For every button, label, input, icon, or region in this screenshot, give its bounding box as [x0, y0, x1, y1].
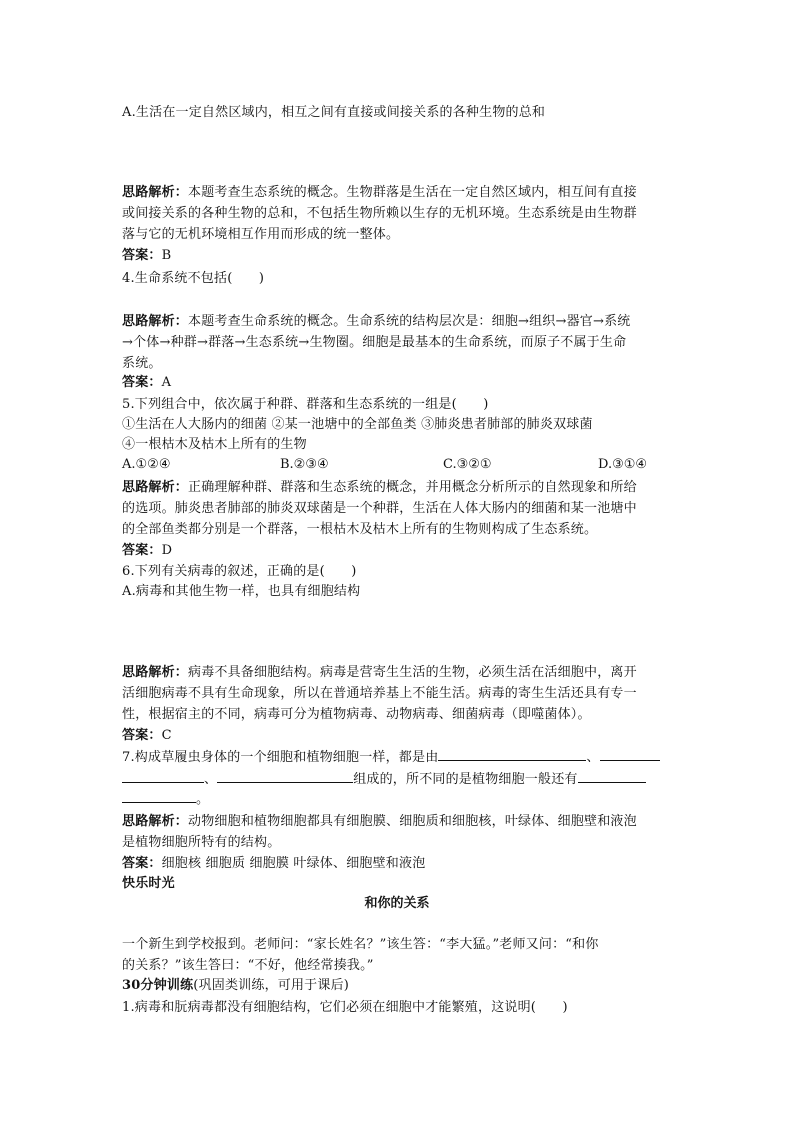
q6-analysis-line3: 性，根据宿主的不同，病毒可分为植物病毒、动物病毒、细菌病毒（即噬菌体）。	[122, 707, 591, 722]
q5-analysis-line3: 的全部鱼类都分别是一个群落，一根枯木及枯木上所有的生物则构成了生态系统。	[122, 522, 598, 537]
fill-blank[interactable]	[600, 748, 660, 761]
q3-option-a: A.生活在一定自然区域内，相互之间有直接或间接关系的各种生物的总和	[122, 105, 546, 120]
answer-value: B	[161, 248, 172, 263]
training-subtitle: (巩固类训练，可用于课后)	[193, 978, 350, 993]
analysis-label: 思路解析：	[122, 185, 189, 200]
q5-option-d: D.③①④	[598, 457, 648, 472]
analysis-text: 正确理解种群、群落和生态系统的概念，并用概念分析所示的自然现象和所给	[188, 480, 637, 495]
fun-heading: 快乐时光	[122, 876, 175, 891]
q3-analysis-line2: 或间接关系的各种生物的总和，不包括生物所赖以生存的无机环境。生态系统是由生物群	[122, 206, 637, 221]
q7-text: 7.构成草履虫身体的一个细胞和植物细胞一样，都是由	[122, 750, 439, 765]
fill-blank[interactable]	[217, 770, 353, 783]
q5-analysis-line2: 的选项。肺炎患者肺部的肺炎双球菌是一个种群，生活在人体大肠内的细菌和某一池塘中	[122, 501, 637, 516]
q4-answer	[122, 373, 171, 392]
q5-option-a: A.①②④	[122, 457, 171, 472]
q4-analysis-line1	[122, 312, 631, 331]
analysis-text: 本题考查生态系统的概念。生物群落是生活在一定自然区域内，相互间有直接	[188, 185, 637, 200]
q6-question: 6.下列有关病毒的叙述，正确的是( )	[122, 564, 357, 579]
q7-line2	[122, 770, 646, 789]
fun-line2: 的关系？”该生答曰：“不好，他经常揍我。”	[122, 958, 374, 973]
end-mark: 。	[196, 792, 210, 807]
q7-text: 组成的，所不同的是植物细胞一般还有	[353, 772, 578, 787]
q7-line1	[122, 748, 660, 767]
q7-answer	[122, 854, 425, 873]
answer-label: 答案：	[122, 856, 162, 871]
fun-line1: 一个新生到学校报到。老师问：“家长姓名？”该生答：“李大猛。”老师又问：“和你	[122, 937, 599, 952]
analysis-label: 思路解析：	[122, 480, 189, 495]
q6-analysis-line2: 活细胞病毒不具有生命现象，所以在普通培养基上不能生活。病毒的寄生生活还具有专一	[122, 686, 637, 701]
analysis-label: 思路解析：	[122, 814, 189, 829]
q6-answer	[122, 726, 172, 745]
q5-option-b: B.②③④	[280, 457, 329, 472]
fill-blank[interactable]	[438, 748, 586, 761]
answer-label: 答案：	[122, 248, 162, 263]
q7-analysis-line2: 是植物细胞所特有的结构。	[122, 835, 281, 850]
analysis-text: 本题考查生命系统的概念。生命系统的结构层次是：细胞→组织→器官→系统	[188, 314, 631, 329]
answer-value: D	[161, 543, 173, 558]
fill-blank[interactable]	[122, 770, 204, 783]
separator: 、	[204, 772, 218, 787]
q6-option-a: A.病毒和其他生物一样，也具有细胞结构	[122, 584, 361, 599]
answer-label: 答案：	[122, 375, 162, 390]
analysis-label: 思路解析：	[122, 314, 189, 329]
training-title: 30分钟训练	[122, 978, 194, 993]
analysis-text: 病毒不具备细胞结构。病毒是营寄生生活的生物，必须生活在活细胞中，离开	[188, 665, 637, 680]
analysis-label: 思路解析：	[122, 665, 189, 680]
q4-question: 4.生命系统不包括( )	[122, 271, 265, 286]
answer-value: 细胞核 细胞质 细胞膜 叶绿体、细胞壁和液泡	[161, 856, 426, 871]
training-q1: 1.病毒和朊病毒都没有细胞结构，它们必须在细胞中才能繁殖，这说明( )	[122, 1000, 568, 1015]
separator: 、	[586, 750, 600, 765]
fun-title: 和你的关系	[364, 896, 430, 911]
q7-line3	[122, 790, 209, 809]
q3-analysis-line3: 落与它的无机环境相互作用而形成的统一整体。	[122, 227, 400, 242]
q3-answer	[122, 246, 171, 265]
answer-label: 答案：	[122, 543, 162, 558]
fill-blank[interactable]	[578, 770, 646, 783]
analysis-text: 动物细胞和植物细胞都具有细胞膜、细胞质和细胞核，叶绿体、细胞壁和液泡	[188, 814, 637, 829]
q6-analysis-line1	[122, 663, 637, 682]
answer-label: 答案：	[122, 728, 162, 743]
answer-value: A	[161, 375, 172, 390]
q5-answer	[122, 541, 172, 560]
q5-items-line2: ④一根枯木及枯木上所有的生物	[122, 437, 307, 452]
q4-analysis-line2: →个体→种群→群落→生态系统→生物圈。细胞是最基本的生命系统，而原子不属于生命	[122, 335, 627, 350]
q5-question: 5.下列组合中，依次属于种群、群落和生态系统的一组是( )	[122, 397, 489, 412]
q5-option-c: C.③②①	[443, 457, 492, 472]
answer-value: C	[161, 728, 172, 743]
q5-analysis-line1	[122, 478, 637, 497]
q3-analysis-line1	[122, 183, 637, 202]
q4-analysis-line3: 系统。	[122, 356, 162, 371]
fill-blank[interactable]	[122, 790, 196, 803]
training-heading	[122, 976, 349, 995]
q7-analysis-line1	[122, 812, 637, 831]
q5-items-line1: ①生活在人大肠内的细菌 ②某一池塘中的全部鱼类 ③肺炎患者肺部的肺炎双球菌	[122, 417, 593, 432]
